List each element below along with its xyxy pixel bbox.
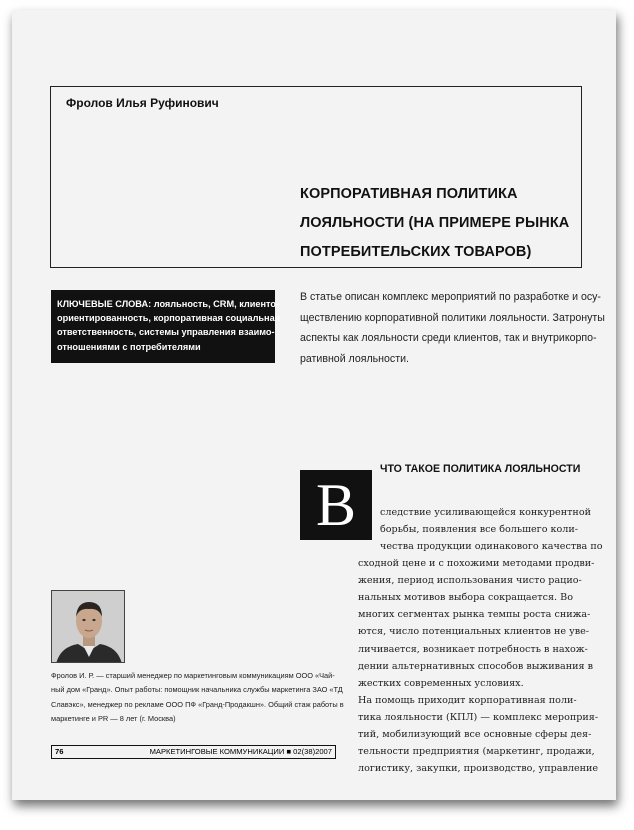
- keywords-line: КЛЮЧЕВЫЕ СЛОВА: лояльность, CRM, клиенто-: [57, 299, 280, 309]
- body-line: многих сегментах рынка темпы роста снижа-: [358, 609, 591, 621]
- abstract-line: В статье описан комплекс мероприятий по разработке и осу-: [300, 291, 601, 303]
- keywords-line: ориентированность, корпоративная социальная: [57, 313, 281, 324]
- bio-line: маркетинге и PR — 8 лет (г. Москва): [51, 714, 176, 724]
- body-line: тельности предприятия (маркетинг, продажи,: [358, 746, 595, 758]
- author-photo: [51, 590, 125, 663]
- bio-line: Славэкс», менеджер по рекламе ООО ПФ «Гранд-Продакшн». Общий стаж работы в: [51, 699, 344, 709]
- magazine-issue: МАРКЕТИНГОВЫЕ КОММУНИКАЦИИ ■ 02(38)2007: [149, 747, 332, 756]
- body-line: тика лояльности (КПЛ) — комплекс мероприя-: [358, 711, 599, 723]
- author-bio: [51, 669, 344, 727]
- body-line: жестких современных условиях.: [358, 677, 524, 689]
- title-line: КОРПОРАТИВНАЯ ПОЛИТИКА: [300, 186, 518, 202]
- title-line: ПОТРЕБИТЕЛЬСКИХ ТОВАРОВ): [300, 244, 532, 260]
- article-title: [300, 180, 570, 267]
- body-line: сходной цене и с похожими методами продви-: [358, 558, 595, 569]
- body-line: следствие усиливающейся конкурентной: [380, 507, 591, 518]
- keywords-line: отношениями с потребителями: [57, 341, 201, 352]
- body-line: чества продукции одинакового качества по: [380, 541, 603, 553]
- body-line: тий, мобилизующий все основные сферы дея-: [358, 729, 592, 740]
- title-line: ЛОЯЛЬНОСТИ (НА ПРИМЕРЕ РЫНКА: [300, 215, 570, 231]
- keywords-line: ответственность, системы управления взаимо-: [57, 327, 275, 338]
- body-line: дении альтернативных способов выживания в: [358, 660, 594, 672]
- body-line: борьбы, появления все большего коли-: [380, 524, 579, 536]
- abstract-line: ративной лояльности.: [300, 352, 409, 365]
- bio-line: ный дом «Гранд». Опыт работы: помощник начальника службы маркетинга ЗАО «ТД: [51, 685, 343, 695]
- body-line: На помощь приходит корпоративная поли-: [358, 694, 577, 706]
- body-line: жения, период использования чисто рацио-: [358, 575, 582, 587]
- keywords-box: [51, 290, 281, 363]
- body-line: нальных мотивов выбора сокращается. Во: [358, 592, 573, 604]
- body-line: личивается, возникает потребность в нахож-: [358, 643, 588, 655]
- abstract: [300, 287, 605, 369]
- body-line: логистику, закупки, производство, управление: [358, 763, 599, 775]
- abstract-line: аспекты как лояльности среди клиентов, так и внутрикорпо-: [300, 332, 597, 344]
- author-portrait-icon: [52, 591, 125, 663]
- dropcap-letter: В: [300, 470, 372, 540]
- section-heading: ЧТО ТАКОЕ ПОЛИТИКА ЛОЯЛЬНОСТИ: [380, 463, 581, 475]
- page-footer: [51, 746, 336, 759]
- abstract-line: ществлению корпоративной политики лояльности. Затронуты: [300, 311, 605, 324]
- author-name: Фролов Илья Руфинович: [66, 96, 219, 110]
- page-number: 76: [55, 747, 64, 756]
- body-line: ются, число потенциальных клиентов не уве-: [358, 626, 590, 638]
- bio-line: Фролов И. Р. — старший менеджер по маркетинговым коммуникациям ООО «Чай-: [51, 671, 335, 680]
